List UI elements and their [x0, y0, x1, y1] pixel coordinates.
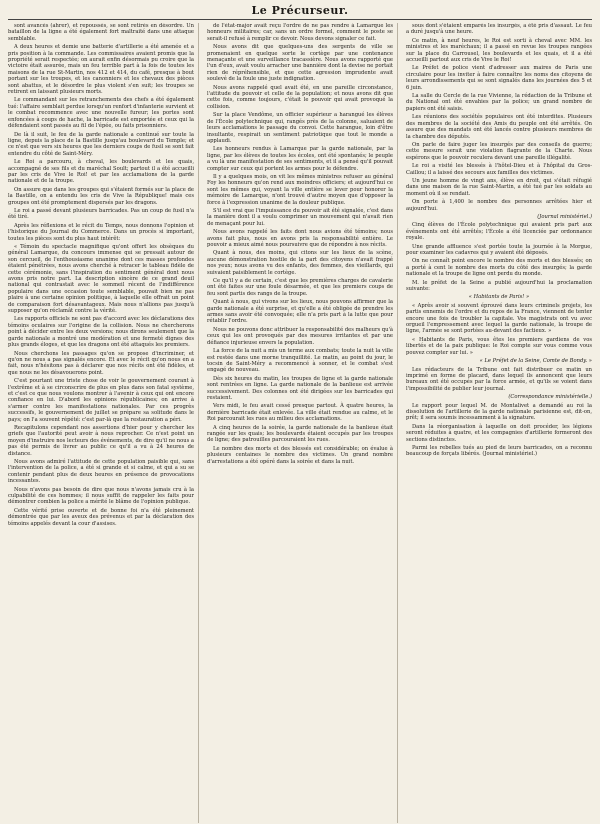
article-paragraph: La force de la nuit a mis un terme aux combats; toute la nuit la ville est restée dans une morne tranquillité. Le matin, au point du jour, le tocsin de Saint-Méry a recommencé à sonner, et le combat s'est engagé de nouveau. — [207, 348, 393, 374]
article-paragraph: Nous avons admiré l'attitude de cette population paisible qui, sans l'intervention de la police, a été si grande et si calme, et qui a su se contenir pendant plus de deux heures en présence de provocations incessantes. — [8, 459, 194, 485]
article-paragraph: De là il suit, le feu de la garde nationale a continué sur toute la ligne, depuis la place de la Bastille jusqu'au boulevard du Temple; et ce n'est que vers six heures que les derniers coups de fusil se sont fait entendre du côté de Saint-Méry. — [8, 131, 194, 157]
article-paragraph: sont avancés (ahrer), et repoussés, se sont retirés en désordre. Un bataillon de la ligne a été également fort maltraité dans une attaque semblable. — [8, 23, 194, 42]
article-paragraph: (Journal ministériel.) — [537, 213, 592, 220]
article-paragraph: Quant à nous, des moins, qui citons sur les lieux de la scène, aucune démonstration hostile de la part des citoyens n'avait frappé nos yeux; nous avons vu des enfants, des femmes, des vieillards, qui suivaient paisiblement le cortège. — [207, 250, 393, 276]
column-3 — [406, 23, 592, 823]
article-paragraph: Le nombre des morts et des blessés est considérable; on évalue à plusieurs centaines le nombre des victimes. Un grand nombre d'arrestations a été opéré dans la soirée et dans la nuit. — [207, 445, 393, 465]
article-paragraph: S'il est vrai que l'impuissance du pouvoir ait été signalée, c'est dans la manière dont il a voulu comprimer un mouvement qui n'avait rien de menaçant pour lui. — [207, 207, 393, 227]
column-1 — [8, 23, 199, 823]
article-paragraph: Quant à nous, qui vivons sur les lieux, nous pouvons affirmer que la garde nationale a été surprise, et qu'elle a été obligée de prendre les armes sans avoir été convoquée; elle n'a pris part à la lutte que pour rétablir l'ordre. — [207, 299, 393, 325]
article-paragraph: On parle de faire juger les insurgés par des conseils de guerre; cette mesure serait une violation flagrante de la Charte. Nous espérons que le pouvoir reculera devant une pareille illégalité. — [406, 141, 592, 161]
article-paragraph: Cette vérité prise ouverte et de bonne foi n'a été pleinement démontrée que par les aveux des prévenus et par la déclaration des témoins appelés devant la cour d'assises. — [8, 507, 194, 527]
article-paragraph: Nous ne pouvons donc attribuer la responsabilité des malheurs qu'à ceux qui les ont provoqués par des mesures irritantes et par une défiance injurieuse envers la population. — [207, 326, 393, 346]
article-paragraph: Les rédacteurs de la Tribune ont fait distribuer ce matin un imprimé en forme de placard, dans lequel ils annoncent que leurs bureaux ont été occupés par la force armée, et qu'ils se voient dans l'impossibilité de publier leur journal. — [406, 366, 592, 392]
article-paragraph: Le commandant sur les retranchements des chefs a été également tué: l'affaire semblait perdue lorsqu'un renfort d'infanterie survient et le combat recommence avec une nouvelle fureur; les portes sont enfoncées à coups de hache, la barricade est emportée et ceux qui la défendaient sont passés au fil de l'épée, ou faits prisonniers. — [8, 97, 194, 130]
article-paragraph: Cinq élèves de l'École polytechnique qui avaient pris part aux événements ont été arrêtés; l'École a été licenciée par ordonnance royale. — [406, 222, 592, 242]
page-title: Le Précurseur. — [251, 4, 349, 17]
article-paragraph: Sur la place Vendôme, un officier supérieur a harangué les élèves de l'École polytechnique qui, rangés près de la colonne, saluaient de leurs acclamations le passage du convoi. Cette harangue, loin d'être insultante, respirait un sentiment patriotique que tout le monde a applaudi. — [207, 112, 393, 144]
article-paragraph: Il y a quelques mois, on vit les mêmes ministres refuser au général Foy les honneurs qu'on rend aux moindres officiers; et aujourd'hui ce sont les mêmes qui, voyant la ville entière se lever pour honorer la mémoire de Lamarque, n'ont trouvé d'autre moyen que d'opposer la force à l'expression unanime de la douleur publique. — [207, 173, 393, 206]
article-paragraph: Les honneurs rendus à Lamarque par la garde nationale, par la ligne, par les élèves de toutes les écoles, ont été spontanés; le peuple a vu là une manifestation de ses sentiments, et il a pensé qu'il pouvait compter sur ceux qui portent les armes pour le défendre. — [207, 146, 393, 172]
article-paragraph: Les réunions des sociétés populaires ont été interdites. Plusieurs des membres de la société des Amis du peuple ont été arrêtés. On assure que des mandats ont été lancés contre plusieurs membres de la chambre des députés. — [406, 114, 592, 140]
article-paragraph: « Après avoir si souvent éprouvé dans leurs criminels projets, les partis ennemis de l'ordre et du repos de la France, viennent de tenter encore une fois de troubler la capitale. Vos magistrats ont vu avec orgueil l'empressement avec lequel la garde nationale, la troupe de ligne, l'armée se sont portées au-devant des factieux. » — [406, 302, 592, 335]
article-paragraph: Les rapports officiels ne sont pas d'accord avec les déclarations des témoins oculaires sur l'origine de la collision. Nous ne chercherons point à décider entre les deux versions; nous dirons seulement que la garde nationale a montré une modération et une fermeté dignes des plus grands éloges, et que les dragons ont été attaqués les premiers. — [8, 316, 194, 349]
article-paragraph: Ce matin, à neuf heures, le Roi est sorti à cheval avec MM. les ministres et les maréchaux; il a passé en revue les troupes rangées sur la place du Carrousel, les boulevards et les quais, et il a été accueilli partout aux cris de Vive le Roi! — [406, 37, 592, 64]
article-paragraph: Recapitulons cependant nos assertions d'hier pour y chercher les griefs que l'autorité peut avoir à nous reprocher. Ce n'est point un moyen d'instruire nos lecteurs des événements, de dire qu'il ne nous a pas été permis de livrer au public ce qu'il a vu à 24 heures de distance. — [8, 424, 195, 457]
article-paragraph: Ce qu'il y a de certain, c'est que les premières charges de cavalerie ont été faites sur une foule désarmée, et que les premiers coups de feu sont partis des rangs de la troupe. — [207, 278, 393, 297]
article-paragraph: Le roi a passé devant plusieurs barricades. Pas un coup de fusil n'a été tiré. — [8, 207, 194, 221]
article-paragraph: sous dont s'étaient emparés les insurgés, a été pris d'assaut. Le feu a duré jusqu'à une heure. — [406, 23, 592, 36]
article-paragraph: Après les réflexions et le récit du Temps, nous donnons l'opinion et l'historique du Journal du Commerce. Dans un procès si important, toutes les pièces sont du plus haut intérêt: — [8, 222, 194, 242]
article-paragraph: Nous avons dit que quelques-uns des sergents de ville se promenaient en quelque sorte le cortège par une contenance menaçante et une surveillance tracassière. Nous avons rapporté que l'un d'eux, avait voulu arracher une bannière dont la devise ne portait rien de répréhensible, et que cette agression imprudente avait soulevé de la foule une juste indignation. — [207, 44, 393, 83]
article-paragraph: de l'état-major avait reçu l'ordre de ne pas rendre à Lamarque les honneurs militaires; car, sans un ordre formel, comment le poste se serait-il refusé à remplir ce devoir. Nous devons signaler ce fait. — [207, 23, 393, 42]
article-paragraph: Le Préfet de police vient d'adresser aux maires de Paris une circulaire pour les inviter à faire connaître les noms des citoyens de leurs arrondissements qui se sont signalés dans les journées des 5 et 6 juin. — [406, 65, 592, 91]
article-paragraph: Un jeune homme de vingt ans, élève en droit, qui s'était réfugié dans une maison de la rue Saint-Martin, a été tué par les soldats au moment où il se rendait. — [406, 177, 592, 197]
article-paragraph: A deux heures et demie une batterie d'artillerie a été amenée et a pris position à la commande. Les commissaires avaient promis que la propriété serait respectée; on aurait enfin désormais pu croire que la victoire était assurée, mais un feu terrible part à la fois de toutes les maisons de la rue St-Martin, nos 412 et 414, du café, presque à bout portant sur les troupes, et les canonniers et les chevaux des pièces sont abattus, et le désordre le plus violent s'en suit; les troupes se retirent en laissant plusieurs morts. — [8, 44, 194, 96]
article-paragraph: C'est pourtant une triste chose de voir le gouvernement courant à l'extrême et à se circonscrire de plus en plus dans son fatal système, et c'est ce que nous voulons montrer à l'avenir à ceux qui ont encore confiance en lui. D'abord les opinions républicaines; on arrive à s'armer contre les manifestations nationales. Par ces progrès successifs, le gouvernement de juillet se prépare sa solitude dans le pays; on l'a souvent répété: c'est par-là que la restauration a péri. — [8, 378, 194, 423]
article-paragraph: Vers midi, le feu avait cessé presque partout. À quatre heures, la dernière barricade était enlevée. La ville était rendue au calme, et le Roi parcourait les rues au milieu des acclamations. — [207, 403, 393, 423]
article-paragraph: On assure que dans les groupes qui s'étaient formés sur la place de la Bastille, on a entendu les cris de Vive la République! mais ces groupes ont été promptement dispersés par les dragons. — [8, 186, 194, 206]
article-paragraph: « Le Préfet de la Seine, Comte de Bondy. » — [479, 358, 592, 365]
article-paragraph: « Habitants de Paris, vous êtes les premiers gardiens de vos libertés et de la paix publique: le Roi compte sur vous comme vous pouvez compter sur lui. » — [406, 336, 592, 356]
article-paragraph: Nous n'avons pas besoin de dire que nous n'avons jamais cru à la culpabilité de ces hommes; il nous suffit de rappeler les faits pour démontrer combien la police a mérité le blâme de l'opinion publique. — [8, 486, 194, 506]
article-paragraph: La salle du Cercle de la rue Vivienne, la rédaction de la Tribune et du National ont été envahies par la police; un grand nombre de papiers ont été saisis. — [406, 93, 592, 112]
header-rule — [8, 19, 592, 20]
article-paragraph: On ne connaît point encore le nombre des morts et des blessés; on a porté à cent le nombre des morts du côté des insurgés; la garde nationale et la troupe de ligne ont perdu du monde. — [406, 258, 592, 278]
article-paragraph: Dans la réorganisation à laquelle on doit procéder, les légions seront réduites à quatre, et les compagnies d'artillerie formeront des sections distinctes. — [406, 423, 592, 443]
article-paragraph: Une grande affluence s'est portée toute la journée à la Morgue, pour examiner les cadavres qui y avaient été déposés. — [406, 243, 592, 256]
article-paragraph: (Correspondance ministérielle.) — [508, 394, 592, 401]
article-paragraph: Le Roi a parcouru, à cheval, les boulevards et les quais, accompagné de ses fils et du maréchal Soult; partout il a été accueilli par les cris de Vive le Roi! et par les acclamations de la garde nationale et de la troupe. — [8, 159, 194, 185]
article-paragraph: On porte à 1,400 le nombre des personnes arrêtées hier et aujourd'hui. — [406, 199, 592, 212]
article-paragraph: Nous avons rappelé quel avait été, en une pareille circonstance, l'attitude du pouvoir et celle de la population; et nous avons dit que cette fois, comme toujours, c'était le pouvoir qui avait provoqué la collision. — [207, 84, 393, 110]
article-paragraph: Le roi a visité les blessés à l'hôtel-Dieu et à l'hôpital du Gros-Caillou; il a laissé des secours aux familles des victimes. — [406, 163, 592, 176]
article-paragraph: M. le préfet de la Seine a publié aujourd'hui la proclamation suivante: — [406, 279, 592, 293]
article-paragraph: « Témoin du spectacle magnifique qu'ont offert les obsèques du général Lamarque, du concours immense qui se pressait autour de son cercueil, de l'enthousiasme unanime dont ces masses profondes étaient pénétrées, nous avons cherché à retracer le tableau fidèle de cette cérémonie, sans l'inspiration du sentiment général dont nous avons pris notre part. La description sincère de ce grand deuil national qui contrastait avec le sommeil récent de l'indifférence populaire dans une occasion toute semblable, pouvait bien ne pas plaire à une certaine opinion politique, à laquelle elle offrait un point de comparaison fort désavantageux. Mais nous n'allions pas jusqu'à supposer qu'on réclamât contre la vérité. — [8, 244, 194, 315]
article-paragraph: Nous cherchons les passages qu'on se propose d'incriminer, et qu'on ne nous a pas signalés encore. Et avec le récit qu'on nous en a fait, nous n'hésitons pas à déclarer que nos récits ont été fidèles, et que nous ne les désavouerons point. — [8, 350, 194, 376]
article-paragraph: Dès six heures du matin, les troupes de ligne et la garde nationale sont rentrées en ligne. La garde nationale de la banlieue est arrivée successivement. Des colonnes ont été dirigées sur les barricades qui restaient. — [207, 375, 393, 401]
column-2 — [207, 23, 398, 823]
article-paragraph: Parmi les rebelles tués au pied de leurs barricades, on a reconnu beaucoup de forçats libérés. (Journal ministériel.) — [406, 444, 592, 458]
article-paragraph: « Habitants de Paris! » — [468, 294, 530, 301]
article-paragraph: Nous avons rappelé les faits dont nous avions été témoins; nous avons fait plus, nous en avons pris la responsabilité entière. Le pouvoir a mieux aimé nous poursuivre que de répondre à nos récits. — [207, 229, 393, 248]
article-paragraph: A cinq heures de la soirée, la garde nationale de la banlieue était rangée sur les quais; les boulevards étaient occupés par les troupes de ligne; des patrouilles parcouraient les rues. — [207, 424, 393, 444]
columns — [8, 23, 592, 823]
article-paragraph: Le rapport pour lequel M. de Montalivet a demandé au roi la dissolution de l'artillerie de la garde nationale parisienne est, dit-on, prêt; il sera soumis incessamment à la signature. — [406, 402, 592, 422]
